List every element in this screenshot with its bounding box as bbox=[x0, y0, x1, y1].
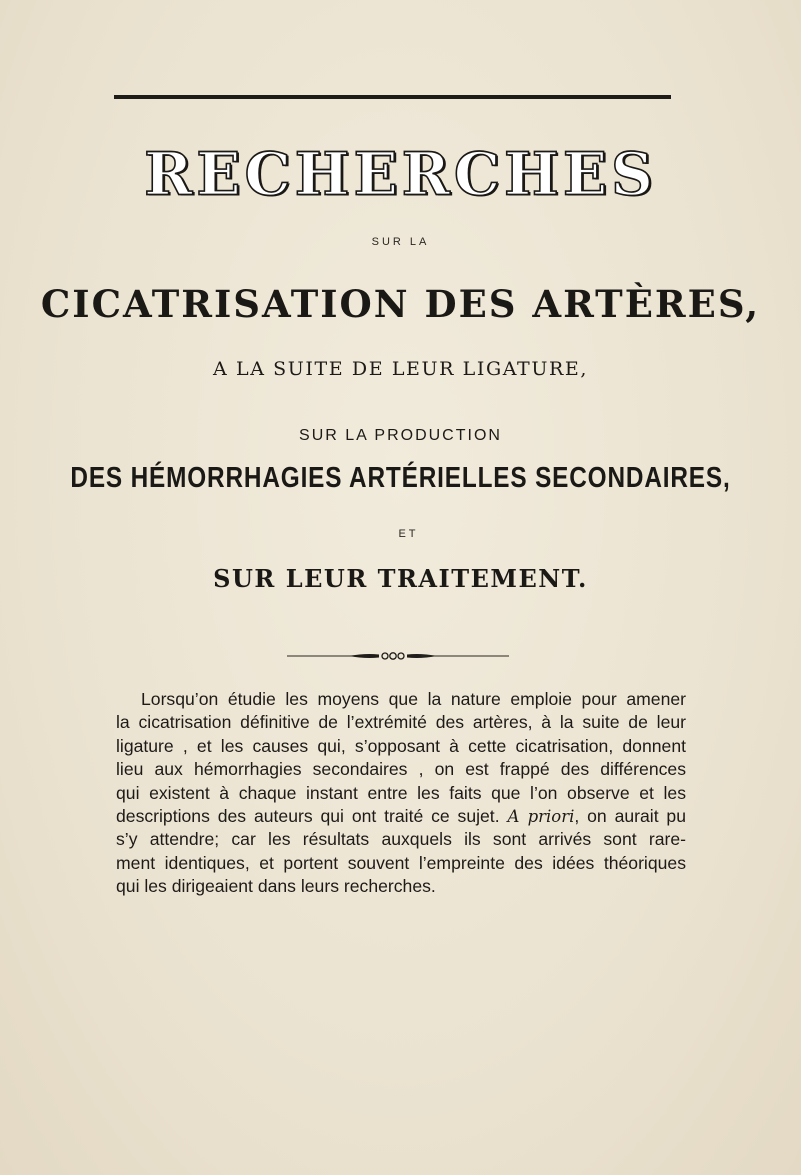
paragraph-line: ment identiques, et portent souvent l’empreinte des idées théoriques bbox=[116, 852, 686, 873]
paragraph-line: ligature , et les causes qui, s’opposant à cette cicatrisation, donnent bbox=[116, 735, 686, 756]
line-hemorrhagies: DES HÉMORRHAGIES ARTÉRIELLES SECONDAIRES, bbox=[70, 462, 731, 494]
line-traitement: SUR LEUR TRAITEMENT. bbox=[213, 564, 588, 593]
a-priori-italic: A priori bbox=[507, 807, 575, 827]
main-title: RECHERCHES bbox=[144, 139, 657, 209]
subtitle-cicatrisation: CICATRISATION DES ARTÈRES, bbox=[40, 282, 761, 326]
paragraph-line: s’y attendre; car les résultats auxquels ils sont arrivés sont rare- bbox=[116, 829, 686, 850]
body-paragraph bbox=[116, 688, 686, 899]
line-a-la-suite: A LA SUITE DE LEUR LIGATURE, bbox=[213, 358, 588, 380]
paragraph-line: Lorsqu’on étudie les moyens que la nature emploie pour amener bbox=[141, 689, 686, 709]
paragraph-line bbox=[116, 805, 686, 828]
top-rule bbox=[114, 95, 671, 99]
paragraph-line: lieu aux hémorrhagies secondaires , on est frappé des différences bbox=[116, 759, 686, 780]
paragraph-text: , on aurait pu bbox=[574, 806, 687, 827]
paragraph-line: la cicatrisation définitive de l’extrémité des artères, à la suite de leur bbox=[116, 712, 686, 733]
paragraph-line: qui les dirigeaient dans leurs recherches. bbox=[116, 876, 436, 897]
line-sur-la-production: SUR LA PRODUCTION bbox=[299, 427, 502, 444]
paragraph-text: descriptions des auteurs qui ont traité ce sujet. bbox=[116, 806, 500, 827]
sur-la-line: SUR LA bbox=[371, 236, 430, 248]
paragraph-line: qui existent à chaque instant entre les faits que l’on observe et les bbox=[116, 782, 686, 803]
et-line: ET bbox=[398, 528, 419, 540]
ornament-divider bbox=[287, 651, 509, 661]
